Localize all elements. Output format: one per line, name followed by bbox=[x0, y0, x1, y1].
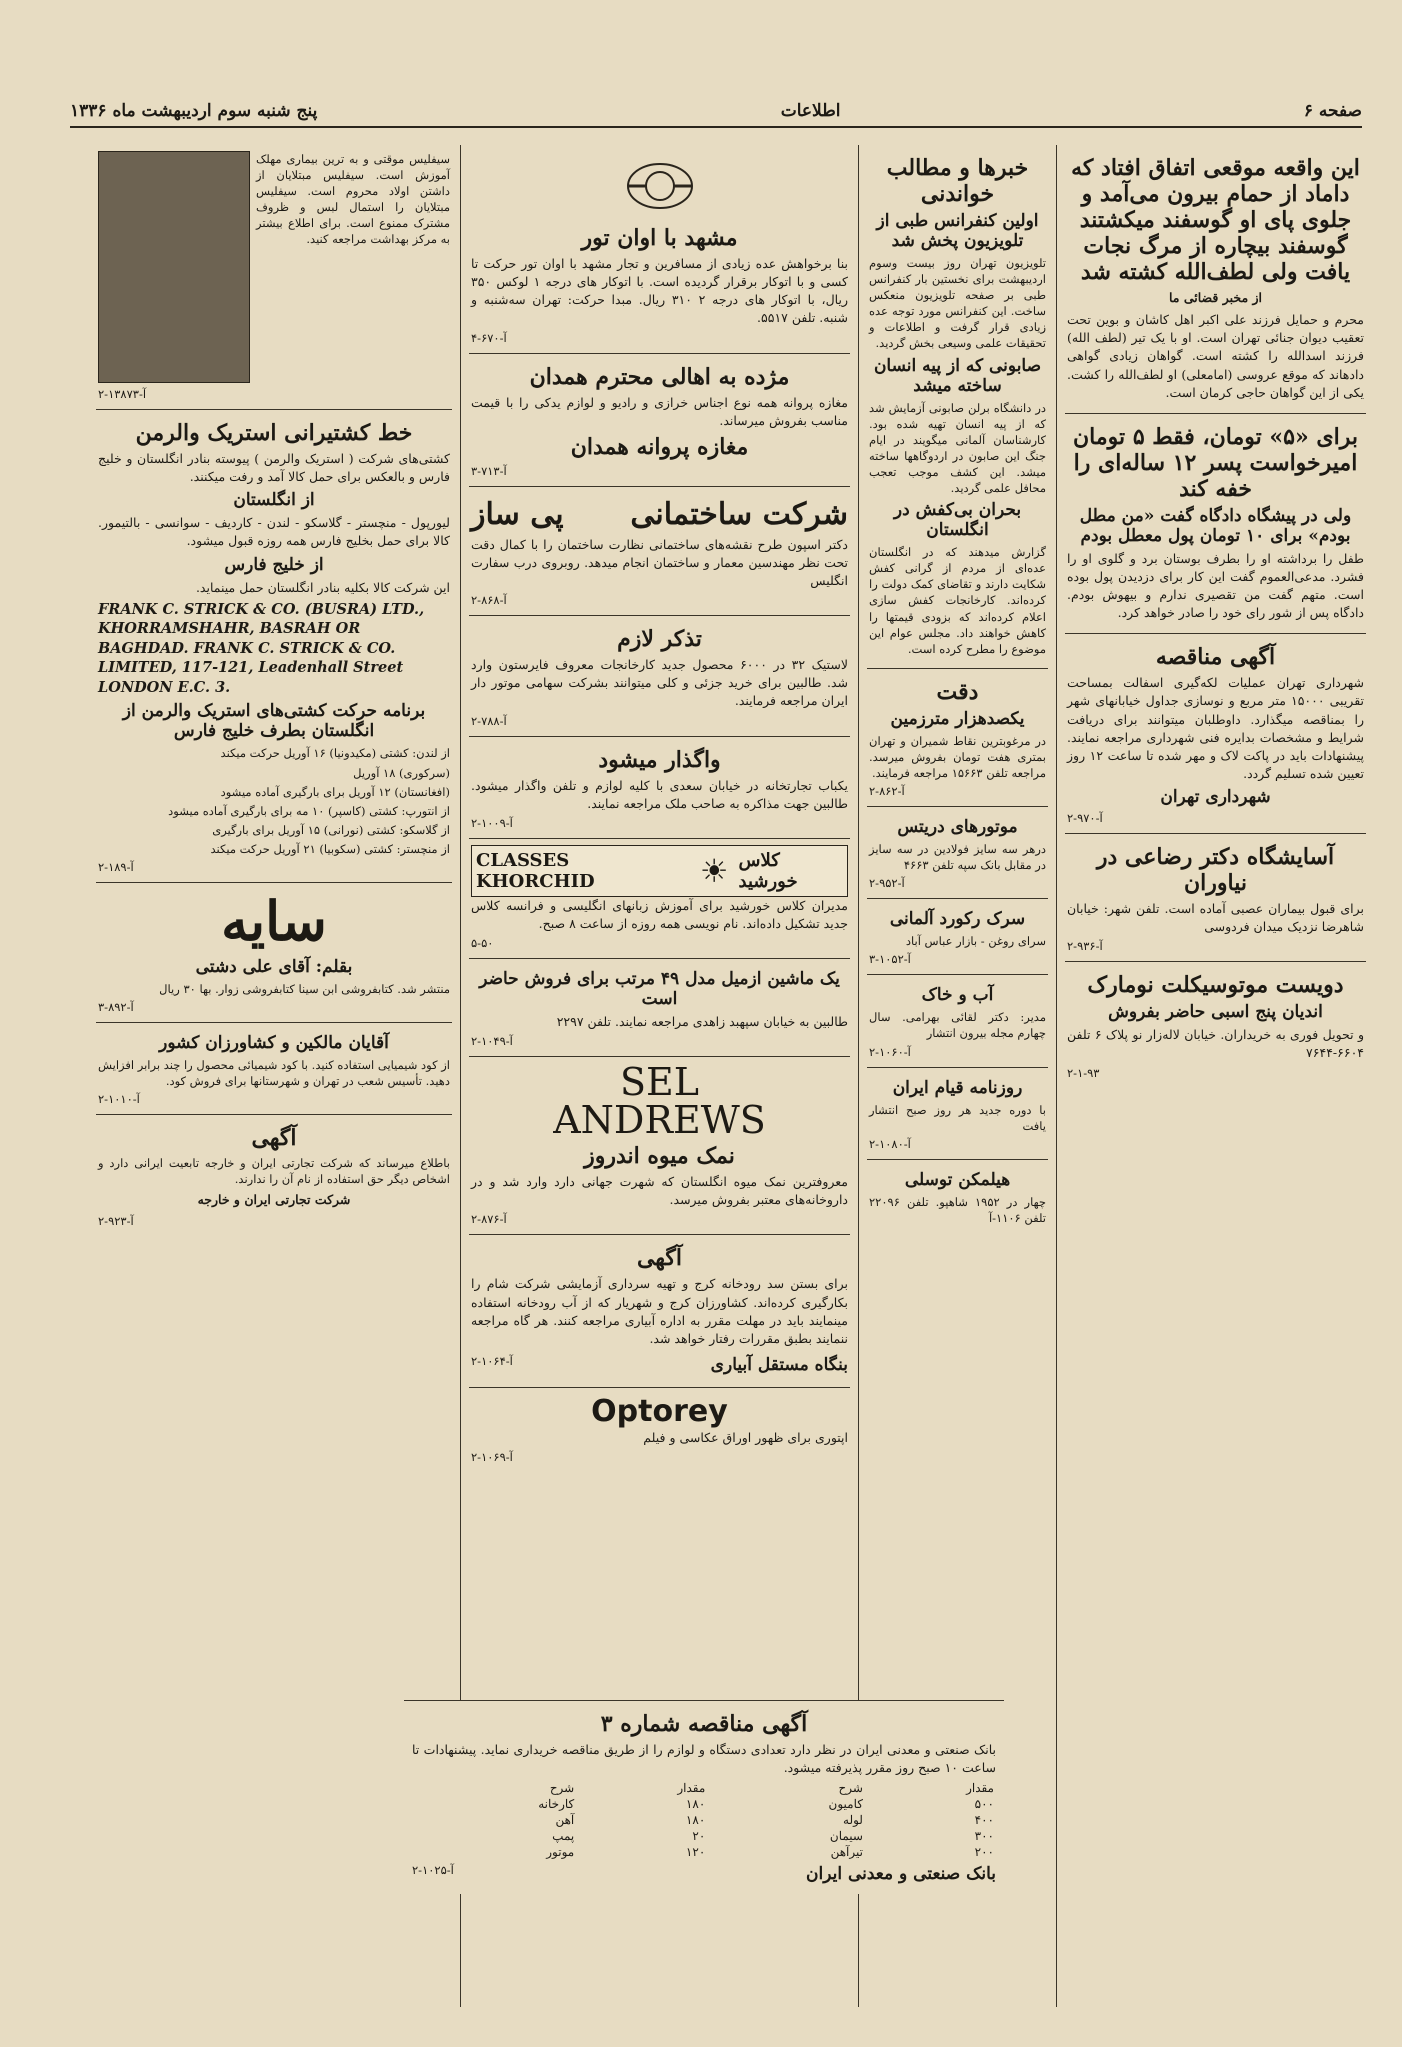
ab-title: آب و خاک bbox=[921, 985, 994, 1006]
saye-code: ۳-۸۹۲-آ bbox=[98, 1000, 134, 1015]
robot-body: در دانشگاه برلن صابونی آزمایش شد که از پیه انسان تهیه شده بود. کارشناسان آلمانی میگویند در ایام جنگ این صابون در اردوگاهها ساخته میشد. این کشف موجب تعجب محافل علمی گردید. bbox=[869, 400, 1046, 496]
build-code: ۲-۸۶۸-آ bbox=[471, 593, 507, 608]
moto-body: و تحویل فوری به خریداران. خیابان لاله‌زار نو پلاک ۶ تلفن ۶۶۰۴-۷۶۴۴ bbox=[1067, 1027, 1364, 1061]
trip-body: بنا برخواهش عده زیادی از مسافرین و تجار مشهد با اوان تور حرکت تا کسی و با اتوکار برقرار گردیده است. با اتوکار های درجه ۱ لوکس ۳۵۰ ریال، با اتوکار های درجه ۲ ۳۱۰ ریال. مبدا حرکت: تهران سه‌شنبه و شنبه. تلفن ۵۵۱۷. bbox=[471, 256, 848, 326]
classes-code: ۵-۵۰ bbox=[471, 936, 494, 950]
arrival-ad bbox=[867, 899, 1048, 975]
bottom-tender-code: ۲-۱۰۲۵-آ bbox=[412, 1863, 454, 1878]
moto-sub: اندیان پنج اسبی حاضر بفروش bbox=[1108, 1002, 1323, 1023]
shop-body: یکباب تجارتخانه در خیابان سعدی با کلیه لوازم و تلفن واگذار میشود. طالبین جهت مذاکره به صاحب ملک مراجعه نمایند. bbox=[471, 777, 848, 811]
table-cell: مقدار bbox=[677, 1781, 706, 1796]
optorey-body: اپتوری برای ظهور اوراق عکاسی و فیلم bbox=[643, 1429, 848, 1445]
from-gulf: از خلیج فارس bbox=[224, 554, 324, 575]
notice-body: در مرغوبترین نقاط شمیران و تهران بمتری هفت تومان بفروش میرسد. مراجعه تلفن ۱۵۶۶۳ مراجعه فرمایند. bbox=[869, 733, 1046, 780]
optorey-ad bbox=[469, 1388, 850, 1472]
shop-title: واگذار میشود bbox=[598, 746, 721, 773]
build-body: دکتر اسپون طرح نقشه‌های ساختمانی نظارت ساختمان را با کمال دقت تحت نظر مهندسین معمار و ساختمان انجام میدهد. روبروی درب سفارت انگلیس bbox=[471, 536, 848, 588]
page-label: صفحه ۶ bbox=[1303, 101, 1362, 121]
table-cell: ۴۰۰ bbox=[974, 1813, 994, 1828]
shipping-ad bbox=[96, 410, 452, 883]
lead-body: محرم و حمایل فرزند علی اکبر اهل کاشان و بوین تحت تعقیب دیوان جنائی تهران است. او با یک تیر (لطف الله) فرزند اسدالله را کشته است. گواهان زیادی گواهی دادهاند که موقع عروسی (امامعلی) او لطف‌الله را کشت. یکی از این گواهان حاجی کرمان است. bbox=[1067, 312, 1364, 400]
prog-title: برنامه حرکت کشتی‌های استریک والرمن از انگلستان بطرف خلیج فارس bbox=[122, 701, 426, 742]
farm-ad bbox=[96, 1023, 452, 1115]
agahi-ad bbox=[469, 1235, 850, 1388]
from-gulf-body: این شرکت کالا بکلیه بنادر انگلستان حمل مینماید. bbox=[195, 579, 450, 595]
classes-body: مدیران کلاس خورشید برای آموزش زبانهای انگلیسی و فرانسه کلاس جدید تشکیل داده‌اند. نام نویسی همه روزه از ساعت ۸ صبح. bbox=[471, 897, 848, 931]
sale-title: یک ماشین ازمیل مدل ۴۹ مرتب برای فروش حاضر است bbox=[479, 969, 840, 1009]
portrait-caption: سیفلیس موقتی و به ترین بیماری مهلک آموزش است. سیفلیس مبتلایان از داشتن اولاد محروم است. سیفلیس مبتلایان را استمال لبس و ظروف مشترک ممنوع است. برای اطلاع بیشتر به مرکز بهداشت مراجعه کنید. bbox=[256, 152, 450, 247]
notice-sub: یکصدهزار مترزمین bbox=[890, 708, 1025, 729]
notice-ad bbox=[867, 669, 1048, 807]
build-ad bbox=[469, 487, 850, 616]
saye-ad bbox=[96, 883, 452, 1023]
column-1 bbox=[1056, 145, 1374, 2007]
lead-byline: از مخبر قضائی ما bbox=[1168, 290, 1263, 305]
table-row bbox=[412, 1780, 996, 1796]
sel-line2: ANDREWS bbox=[553, 1098, 766, 1143]
table-cell: آهن bbox=[555, 1813, 575, 1828]
warn-body: لاستیک ۳۲ در ۶۰۰۰ محصول جدید کارخانجات معروف فایرستون وارد شد. طالبین برای خرید جزئی و کلی میتوانند بشرکت سهامی موتور دار ایران مراجعه فرمایند. bbox=[471, 657, 848, 709]
bottom-tender-title: آگهی مناقصه شماره ۳ bbox=[600, 1711, 808, 1737]
saye-sub: بقلم: آقای علی دشتی bbox=[195, 957, 353, 977]
hamadan-ad bbox=[469, 354, 850, 487]
shop-ad bbox=[469, 737, 850, 839]
hamadan-title: مژده به اهالی محترم همدان bbox=[529, 363, 790, 390]
table-cell: ۵۰۰ bbox=[974, 1797, 994, 1812]
arrival-code: ۳-۱۰۵۲-آ bbox=[869, 952, 911, 967]
table-cell: ۱۲۰ bbox=[685, 1845, 706, 1860]
table-cell: کامیون bbox=[828, 1797, 863, 1812]
prog-row: از گلاسکو: کشتی (نورانی) ۱۵ آوریل برای بارگیری bbox=[212, 822, 450, 837]
ship-title: خط کشتیرانی استریک والرمن bbox=[135, 420, 413, 446]
bottom-tender bbox=[404, 1700, 1004, 1894]
moto-code: ۲-۱-۹۳ bbox=[1067, 1065, 1100, 1080]
table-row bbox=[412, 1812, 996, 1828]
farm-body: از کود شیمیایی استفاده کنید. با کود شیمیائی محصول را چند برابر افزایش دهید. تأسیس شعب در تهران و شهرستانها برای فروش کود. bbox=[98, 1058, 450, 1089]
kid-headline: برای «۵» تومان، فقط ۵ تومان امیرخواست پسر ۱۲ ساله‌ای را خفه کند bbox=[1073, 423, 1358, 502]
kid-sub: ولی در پیشگاه دادگاه گفت «من مطل بودم» برای ۱۰ تومان پول معطل بودم bbox=[1079, 505, 1352, 546]
ruz-code: ۲-۱۰۸۰-آ bbox=[869, 1136, 911, 1151]
lead-article bbox=[1065, 145, 1366, 414]
classes-ad bbox=[469, 839, 850, 959]
portrait-ad bbox=[96, 145, 452, 410]
iran-tour-logo-icon bbox=[625, 151, 695, 221]
ship-body: کشتی‌های شرکت ( استریک والرمن ) پیوسته بنادر انگلستان و خلیج فارس و بالعکس برای حمل کالا آمد و رفت میکنند. bbox=[98, 451, 450, 485]
from-england: از انگلستان bbox=[233, 490, 315, 511]
moto-title: دویست موتوسیکلت نومارک bbox=[1087, 972, 1344, 999]
car-ad bbox=[867, 1160, 1048, 1237]
portrait-code: ۲-۱۳۸۷۳-آ bbox=[98, 387, 147, 401]
tender-table bbox=[412, 1780, 996, 1860]
agahi-code: ۲-۱۰۶۴-آ bbox=[471, 1353, 513, 1368]
ruz-ad bbox=[867, 1068, 1048, 1160]
cong-body: تلویزیون تهران روز بیست وسوم اردیبهشت برای نخستین بار کنفرانس طبی بر صفحه تلویزیون منعکس ساخت. این کنفرانس مورد توجه عده زیادی قرار گرفت و اطلاعات و تحقیقات علمی وسیعی بخش گردید. bbox=[869, 256, 1046, 351]
motor-body: درهر سه سایز فولادین در سه سایز در مقابل بانک سپه تلفن ۴۶۶۳ bbox=[869, 842, 1046, 873]
notice-title: دقت bbox=[936, 678, 979, 705]
prog-row: (افغانستان) ۱۲ آوریل برای بارگیری آماده میشود bbox=[220, 784, 450, 799]
warn-code: ۲-۷۸۸-آ bbox=[471, 713, 507, 728]
tender-code: ۲-۹۷۰-آ bbox=[1067, 811, 1103, 825]
optorey-brand: Optorey bbox=[591, 1393, 728, 1429]
prog-row: از انتورپ: کشتی (کاسپر) ۱۰ مه برای بارگیری آماده میشود bbox=[168, 803, 450, 818]
car-title: هیلمکن توسلی bbox=[904, 1169, 1011, 1190]
notice-code: ۲-۸۶۲-آ bbox=[869, 784, 905, 799]
farm-code: ۲-۱۰۱۰-آ bbox=[98, 1092, 140, 1107]
trip-title: مشهد با اوان تور bbox=[581, 225, 738, 251]
ruz-title: روزنامه قیام ایران bbox=[892, 1077, 1023, 1098]
table-cell: شرح bbox=[549, 1781, 575, 1796]
robot-title: صابونی که از پیه انسان ساخته میشد bbox=[873, 355, 1042, 396]
saye-body: منتشر شد. کتابفروشی ابن سینا کتابفروشی زوار. بها ۳۰ ریال bbox=[159, 982, 450, 996]
tender-body: شهرداری تهران عملیات لکه‌گیری اسفالت بمساحت تقریبی ۱۵۰۰۰ متر مربع و نوسازی جداول خیابانهای شهر را بمناقصه میگذارد. داوطلبان میتوانند برای دریافت شرایط و مشخصات بدایره فنی شهرداری مراجعه نمایند. پیشنهادات باید در پاکت لاک و مهر شده تا ساعت ۱۲ روز تعیین شده تسلیم گردد. bbox=[1067, 675, 1365, 781]
table-cell: ۲۰ bbox=[692, 1829, 706, 1844]
prog-row: از لندن: کشتی (مکیدونیا) ۱۶ آوریل حرکت میکند bbox=[220, 746, 450, 761]
kid-article bbox=[1065, 414, 1366, 635]
clinic-title: آسایشگاه دکتر رضاعی در نیاوران bbox=[1096, 844, 1335, 896]
sel-fa: نمک میوه اندروز bbox=[584, 1143, 735, 1170]
lead-headline: این واقعه موقعی اتفاق افتاد که داماد از حمام بیرون می‌آمد و جلوی پای او گوسفند میکشتند گوسفند بیچاره از مرگ نجات یافت ولی لطف‌الله کشته شد bbox=[1071, 155, 1360, 285]
hamadan-body: مغازه پروانه همه نوع اجناس خرازی و رادیو و لوازم یدکی را با قیمت مناسب بفروش میرساند. bbox=[471, 394, 848, 428]
prog-list bbox=[98, 745, 450, 857]
date-line: پنج شنبه سوم اردیبهشت ماه ۱۳۳۶ bbox=[70, 101, 318, 121]
moto-ad bbox=[1065, 962, 1366, 1087]
table-row bbox=[412, 1796, 996, 1812]
cong-title: اولین کنفرانس طبی از تلویزیون پخش شد bbox=[876, 211, 1039, 251]
trip-code: ۴-۶۷۰-آ bbox=[471, 330, 507, 345]
table-cell: سیمان bbox=[829, 1829, 863, 1844]
bottom-tender-body: بانک صنعتی و معدنی ایران در نظر دارد تعدادی دستگاه و لوازم را از طریق مناقصه خریداری نماید. پیشنهادات تا ساعت ۱۰ صبح روز مقرر پذیرفته میشود. bbox=[412, 1742, 996, 1776]
arrival-title: سرک رکورد آلمانی bbox=[889, 909, 1026, 930]
end-body: باطلاع میرساند که شرکت تجارتی ایران و خارجه تابعیت ایرانی دارد و اشخاص دیگر حق استفاده از نام آن را ندارند. bbox=[98, 1156, 450, 1187]
classes-latin: CLASSES KHORCHID bbox=[476, 849, 595, 892]
optorey-code: ۲-۱۰۶۹-آ bbox=[471, 1450, 513, 1464]
end-sign: شرکت تجارتی ایران و خارجه bbox=[197, 1192, 351, 1208]
end-title: آگهی bbox=[251, 1125, 297, 1152]
prog-code: ۲-۱۸۹-آ bbox=[98, 860, 134, 874]
tv-body: گزارش میدهند که در انگلستان عده‌ای از مردم از گرانی کفش شکایت دارند و تقاضای کمک دولت را کرده‌اند. کارخانجات کفش سازی اعلام کرده‌اند که بزودی قیمتها را کاهش خواهند داد. مجلس عوام این موضوع را مطرح کرده است. bbox=[869, 545, 1046, 656]
sale-body: طالبین به خیابان سپهبد زاهدی مراجعه نمایند. تلفن ۲۲۹۷ bbox=[556, 1014, 848, 1029]
table-cell: شرح bbox=[838, 1781, 863, 1796]
table-cell: کارخانه bbox=[538, 1797, 575, 1812]
tender-ad bbox=[1065, 634, 1366, 834]
agahi-sign: بنگاه مستقل آبیاری bbox=[710, 1354, 848, 1375]
classes-fa: کلاس خورشید bbox=[738, 849, 798, 892]
from-england-body: لیورپول - منچستر - گلاسکو - لندن - کاردیف - سوانسی - بالتیمور. کالا برای حمل بخلیج فارس همه روزه قبول میشود. bbox=[98, 515, 450, 549]
table-cell: ۱۸۰ bbox=[685, 1813, 706, 1828]
end-ad bbox=[96, 1115, 452, 1235]
table-cell: موتور bbox=[546, 1845, 575, 1860]
clinic-body: برای قبول بیماران عصبی آماده است. تلفن شهر: خیابان شاهرضا نزدیک میدان فردوسی bbox=[1067, 901, 1364, 935]
car-body: چهار در ۱۹۵۲ شاهپو. تلفن ۲۲۰۹۶ تلفن ۱۱۰۶-آ bbox=[869, 1194, 1046, 1225]
end-code: ۲-۹۲۳-آ bbox=[98, 1213, 134, 1228]
bottom-tender-sign: بانک صنعتی و معدنی ایران bbox=[806, 1864, 996, 1885]
prog-row: از منچستر: کشتی (سکوبیا) ۲۱ آوریل حرکت میکند bbox=[210, 841, 450, 856]
trip-ad bbox=[469, 145, 850, 354]
table-cell: لوله bbox=[843, 1813, 863, 1828]
sel-ad bbox=[469, 1057, 850, 1235]
build-sub: پی ساز bbox=[471, 496, 564, 532]
farm-title: آقایان مالکین و کشاورزان کشور bbox=[159, 1033, 389, 1054]
sel-code: ۲-۸۷۶-آ bbox=[471, 1212, 507, 1227]
latin-address: FRANK C. STRICK & CO. (BUSRA) LTD., KHORRAMSHAHR, BASRAH OR BAGHDAD. FRANK C. STRICK & CO. LIMITED, 117-121, Leadenhall Street LONDON E.C. 3. bbox=[98, 600, 425, 696]
shop-code: ۲-۱۰۰۹-آ bbox=[471, 815, 513, 830]
table-cell: ۱۸۰ bbox=[685, 1797, 706, 1812]
table-cell: ۳۰۰ bbox=[974, 1829, 994, 1844]
saye-title: سایه bbox=[221, 889, 327, 953]
table-row bbox=[412, 1828, 996, 1844]
sel-line1: SEL bbox=[619, 1060, 699, 1105]
table-cell: مقدار bbox=[966, 1781, 994, 1796]
kid-body: طفل را برداشته او را بطرف بوستان برد و گلوی او را فشرد. مدعی‌العموم گفت این کار برای دزدیدن پول بوده است. متهم گفت من تقصیری ندارم و بیهوش بودم. دادگاه پس از شور رای خود را صادر خواهد کرد. bbox=[1067, 550, 1364, 621]
ab-ad bbox=[867, 975, 1048, 1067]
table-cell: تیرآهن bbox=[830, 1845, 863, 1860]
portrait-image bbox=[98, 151, 250, 383]
prog-row: (سرکوری) ۱۸ آوریل bbox=[353, 765, 450, 780]
warn-title: تذکر لازم bbox=[617, 626, 702, 653]
table-cell: پمپ bbox=[552, 1829, 575, 1844]
arrival-body: سرای روغن - بازار عباس آباد bbox=[905, 934, 1046, 949]
hamadan-code: ۳-۷۱۳-آ bbox=[471, 463, 507, 478]
clinic-code: ۲-۹۳۶-آ bbox=[1067, 939, 1103, 954]
sale-ad bbox=[469, 959, 850, 1057]
classes-banner bbox=[471, 845, 848, 897]
tender-title: آگهی مناقصه bbox=[1155, 644, 1276, 671]
news-title: خبرها و مطالب خواندنی bbox=[886, 155, 1029, 207]
ruz-body: با دوره جدید هر روز صبح انتشار یافت bbox=[869, 1102, 1046, 1133]
sale-code: ۲-۱۰۴۹-آ bbox=[471, 1034, 513, 1049]
clinic-ad bbox=[1065, 834, 1366, 962]
sun-icon: ☀ bbox=[699, 851, 729, 890]
ab-code: ۲-۱۰۶۰-آ bbox=[869, 1044, 911, 1059]
warn-ad bbox=[469, 616, 850, 736]
paper-name: اطلاعات bbox=[780, 101, 841, 121]
hamadan-shop: مغازه پروانه همدان bbox=[570, 433, 749, 460]
agahi-title: آگهی bbox=[636, 1245, 683, 1272]
build-title: شرکت ساختمانی bbox=[630, 496, 848, 532]
motor-ad bbox=[867, 807, 1048, 899]
motor-title: موتورهای دریتس bbox=[897, 817, 1018, 838]
tender-sign: شهرداری تهران bbox=[1160, 787, 1271, 807]
sel-body: معروفترین نمک میوه انگلستان که شهرت جهانی دارد وارد شد و در داروخانه‌های معتبر بفروش میرسد. bbox=[471, 1174, 848, 1208]
motor-code: ۲-۹۵۲-آ bbox=[869, 876, 905, 891]
agahi-body: برای بستن سد رودخانه کرج و تهیه سرداری آزمایشی شرکت شام را بکارگیری کرده‌اند. کشاورزان کرج و شهریار که از آب رودخانه استفاده مینمایند باید در مهلت مقرر به اداره آبیاری مراجعه کنند. هر گاه مراجعه ننمایند بطبق مقررات رفتار خواهد شد. bbox=[471, 1276, 848, 1346]
ab-body: مدیر: دکتر لقائی بهرامی. سال چهارم مجله بیرون انتشار bbox=[869, 1010, 1046, 1041]
news-section bbox=[867, 145, 1048, 669]
table-row bbox=[412, 1844, 996, 1860]
tv-title: بحران بی‌کفش در انگلستان bbox=[893, 500, 1022, 541]
table-cell: ۲۰۰ bbox=[974, 1845, 994, 1860]
page-header bbox=[70, 96, 1362, 128]
